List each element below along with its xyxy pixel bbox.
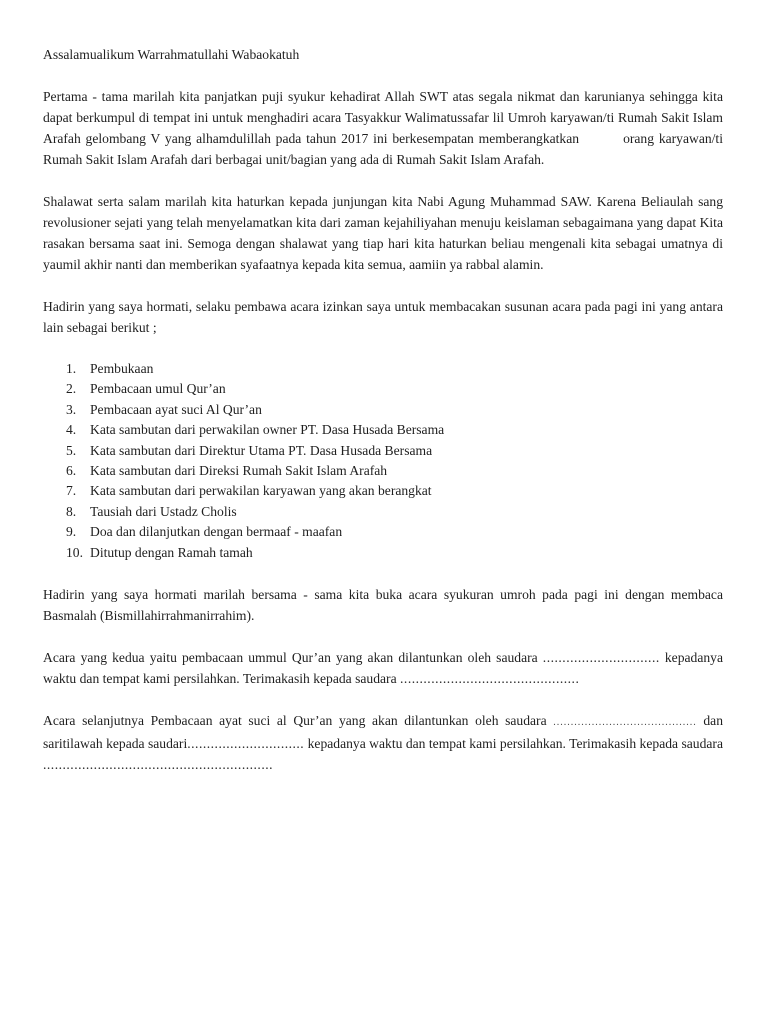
agenda-item-10: Ditutup dengan Ramah tamah	[90, 544, 253, 560]
ayat-suci-part-2: dan saritilawah kepada saudari	[43, 713, 723, 752]
ayat-suci-part-3: kepadanya waktu dan tempat kami persilahkan. Terimakasih kepada saudara	[304, 736, 723, 752]
agenda-item-7: Kata sambutan dari perwakilan karyawan yang akan berangkat	[90, 483, 432, 499]
paragraph-intro-agenda	[43, 296, 723, 338]
agenda-item-8: Tausiah dari Ustadz Cholis	[90, 503, 237, 519]
fill-in-dots-small: .........................................	[553, 717, 697, 729]
agenda-item-5: Kata sambutan dari Direktur Utama PT. Dasa Husada Bersama	[90, 442, 433, 458]
paragraph-basmalah-text: Hadirin yang saya hormati marilah bersama - sama kita buka acara syukuran umroh pada pagi ini dengan membaca Basmalah (Bismillahirrahmanirrahim).	[43, 587, 723, 624]
agenda-item-3: Pembacaan ayat suci Al Qur’an	[90, 401, 262, 417]
paragraph-shalawat-text: Shalawat serta salam marilah kita haturkan kepada junjungan kita Nabi Agung Muhammad SAW. Karena Beliaulah sang revolusioner sejati yang telah menyelamatkan kita dari zaman kejahiliyahan menuju keislaman sebagaimana yang dapat Kita rasakan bersama saat ini. Semoga dengan shalawat yang tiap hari kita haturkan beliau mengenali kita sebagai umatnya di yaumil akhir nanti dan memberikan syafaatnya kepada kita semua, aamiin ya rabbal alamin.	[43, 194, 723, 272]
fill-in-dots: ..............................	[187, 736, 305, 752]
paragraph-opening-before-blank: Pertama - tama marilah kita panjatkan puji syukur kehadirat Allah SWT atas segala nikmat dan karunianya sehingga kita dapat berkumpul di tempat ini untuk menghadiri acara Tasyakkur Walimatussafar lil Umroh karyawan/ti Rumah Sakit Islam Arafah gelombang V yang alhamdulillah pada tahun 2017 ini berkesempatan memberangkatkan	[43, 89, 723, 146]
agenda-item-6: Kata sambutan dari Direksi Rumah Sakit Islam Arafah	[90, 463, 388, 479]
paragraph-opening	[43, 86, 723, 170]
paragraph-ummul-quran	[43, 647, 723, 689]
salutation-line	[43, 44, 723, 65]
fill-in-dots: ..............................	[542, 650, 660, 666]
agenda-list	[66, 359, 723, 563]
paragraph-basmalah	[43, 584, 723, 626]
paragraph-ayat-suci	[43, 710, 723, 775]
ayat-suci-part-1: Acara selanjutnya Pembacaan ayat suci al Qur’an yang akan dilantunkan oleh saudara	[43, 713, 554, 729]
fill-in-dots: ..............................................	[400, 671, 580, 687]
salutation-text: Assalamualikum Warrahmatullahi Wabaokatuh	[43, 47, 300, 62]
paragraph-shalawat	[43, 191, 723, 275]
agenda-item-1: Pembukaan	[90, 361, 154, 376]
paragraph-opening-after-blank: orang karyawan/ti Rumah Sakit Islam Arafah dari berbagai unit/bagian yang ada di Rumah Sakit Islam Arafah.	[43, 131, 723, 167]
ummul-quran-part-1: Acara yang kedua yaitu pembacaan ummul Qur’an yang akan dilantunkan oleh saudara	[43, 650, 543, 666]
ummul-quran-part-2: kepadanya waktu dan tempat kami persilahkan. Terimakasih kepada saudara	[43, 650, 723, 687]
paragraph-intro-agenda-text: Hadirin yang saya hormati, selaku pembawa acara izinkan saya untuk membacakan susunan acara pada pagi ini yang antara lain sebagai berikut ;	[43, 299, 723, 335]
agenda-item-2: Pembacaan umul Qur’an	[90, 381, 226, 397]
agenda-item-4: Kata sambutan dari perwakilan owner PT. Dasa Husada Bersama	[90, 422, 445, 438]
agenda-item-9: Doa dan dilanjutkan dengan bermaaf - maafan	[90, 524, 343, 540]
fill-in-dots: ...........................................................	[43, 757, 274, 773]
